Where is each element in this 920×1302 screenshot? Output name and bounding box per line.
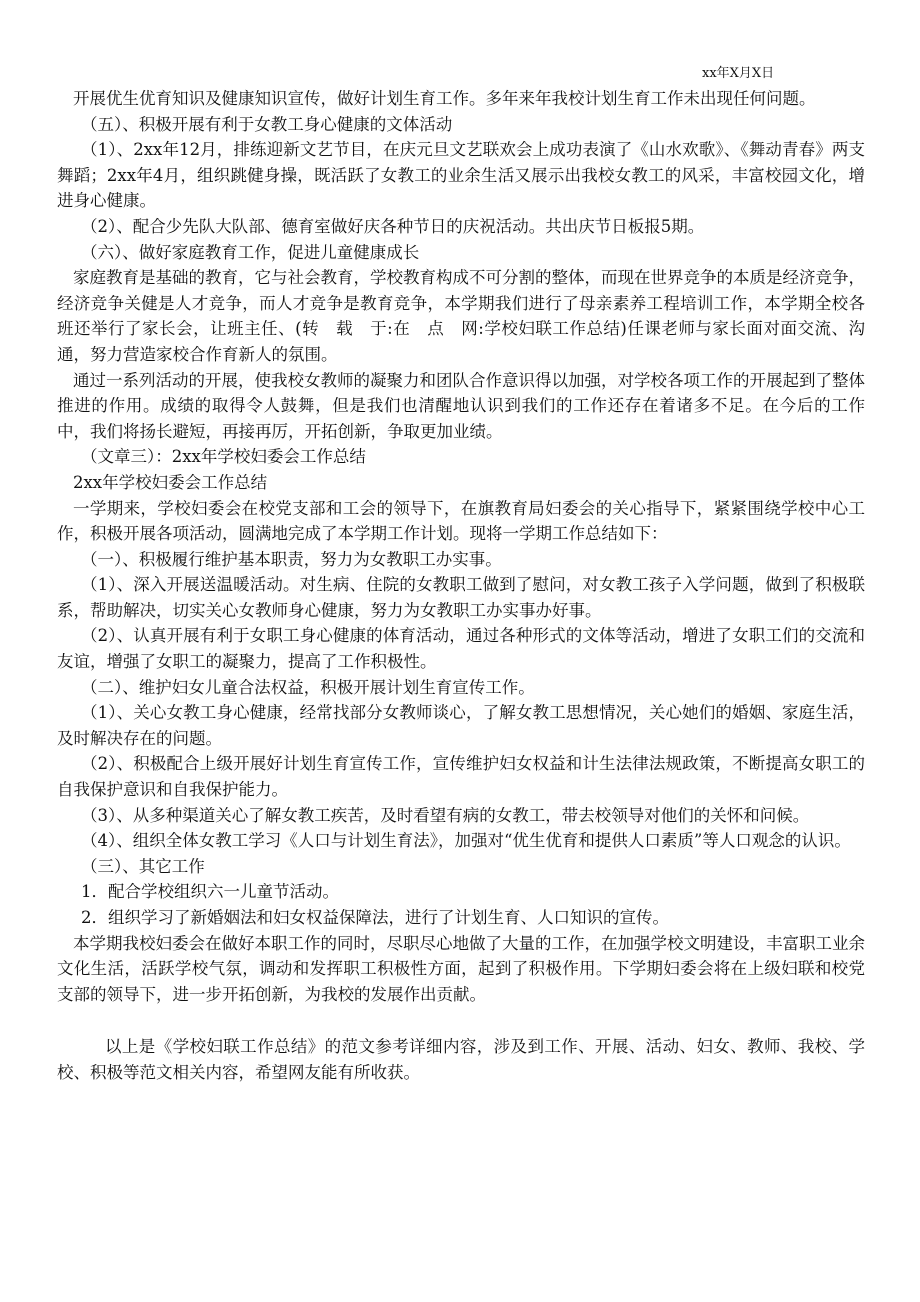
paragraph-5-2: （2）、配合少先队大队部、德育室做好庆各种节日的庆祝活动。共出庆节日板报5期。 (81, 216, 705, 236)
paragraph-intro: 一学期来，学校妇委会在校党支部和工会的领导下，在旗教育局妇委会的关心指导下，紧紧围绕学校中心工作，积极开展各项活动，圆满地完成了本学期工作计划。现将一学期工作总结如下： (57, 498, 865, 544)
section-heading-1: （一）、积极履行维护基本职责，努力为女教职工办实事。 (81, 549, 502, 569)
section-heading-2: （二）、维护妇女儿童合法权益，积极开展计划生育宣传工作。 (81, 677, 535, 697)
spacer (57, 1007, 865, 1034)
list-item-2: 2．组织学习了新婚姻法和妇女权益保障法，进行了计划生育、人口知识的宣传。 (81, 908, 669, 927)
paragraph-2-1: （1）、关心女教工身心健康，经常找部分女教师谈心，了解女教工思想情况，关心她们的婚姻、家庭生活，及时解决存在的问题。 (57, 703, 865, 748)
paragraph-2-4: （4）、组织全体女教工学习《人口与计划生育法》，加强对“优生优育和提供人口素质”等人口观念的认识。 (81, 831, 851, 851)
document-body (57, 86, 865, 1086)
paragraph-1-1: （1）、深入开展送温暖活动。对生病、住院的女教职工做到了慰问，对女教工孩子入学问题，做到了积极联系，帮助解决，切实关心女教师身心健康，努力为女教职工办实事办好事。 (57, 575, 865, 620)
section-heading-3: （三）、其它工作 (81, 856, 205, 876)
paragraph-family-education: 家庭教育是基础的教育，它与社会教育，学校教育构成不可分割的整体，而现在世界竞争的本质是经济竞争，经济竞争关健是人才竞争，而人才竞争是教育竞争，本学期我们进行了母亲素养工程培训工作，本学期全校各班还举行了家长会，让班主任、(转 载 于:在 点 网:学校妇联工作总结)任课老师与家长面对面交流、沟通，努力营造家校合作育新人的氛围。 (57, 268, 865, 364)
paragraph-1-2: （2）、认真开展有利于女职工身心健康的体育活动，通过各种形式的文体等活动，增进了女职工们的交流和友谊，增强了女职工的凝聚力，提高了工作积极性。 (57, 626, 865, 672)
article-three-label: （文章三）：2xx年学校妇委会工作总结 (81, 447, 366, 467)
paragraph-2-3: （3）、从多种渠道关心了解女教工疾苦，及时看望有病的女教工，带去校领导对他们的关怀和问候。 (81, 805, 810, 825)
section-heading-6: （六）、做好家庭教育工作，促进儿童健康成长 (81, 242, 420, 262)
paragraph-2-2: （2）、积极配合上级开展好计划生育宣传工作，宣传维护妇女权益和计生法律法规政策，不断提高女职工的自我保护意识和自我保护能力。 (57, 754, 865, 800)
paragraph-conclusion: 本学期我校妇委会在做好本职工作的同时，尽职尽心地做了大量的工作，在加强学校文明建设，丰富职工业余文化生活，活跃学校气氛，调动和发挥职工积极性方面，起到了积极作用。下学期妇委会将在上级妇联和校党支部的领导下，进一步开拓创新，为我校的发展作出贡献。 (57, 933, 865, 1004)
closing-note: 以上是《学校妇联工作总结》的范文参考详细内容，涉及到工作、开展、活动、妇女、教师、我校、学校、积极等范文相关内容，希望网友能有所收获。 (57, 1037, 865, 1082)
article-title: 2xx年学校妇委会工作总结 (73, 472, 268, 492)
paragraph-summary: 通过一系列活动的开展，使我校女教师的凝聚力和团队合作意识得以加强，对学校各项工作的开展起到了整体推进的作用。成绩的取得令人鼓舞，但是我们也清醒地认识到我们的工作还存在着诸多不足。在今后的工作中，我们将扬长避短，再接再厉，开拓创新，争取更加业绩。 (57, 370, 865, 441)
paragraph-family-planning: 开展优生优育知识及健康知识宣传，做好计划生育工作。多年来年我校计划生育工作未出现任何问题。 (73, 89, 816, 108)
header-date: xx年X月X日 (702, 66, 775, 81)
section-heading-5: （五）、积极开展有利于女教工身心健康的文体活动 (81, 114, 453, 134)
paragraph-5-1: （1）、2xx年12月，排练迎新文艺节目，在庆元旦文艺联欢会上成功表演了《山水欢歌》、《舞动青春》两支舞蹈；2xx年4月，组织跳健身操，既活跃了女教工的业余生活又展示出我校女教工的风采，丰富校园文化，增进身心健康。 (57, 140, 865, 211)
list-item-1: 1．配合学校组织六一儿童节活动。 (81, 882, 339, 902)
